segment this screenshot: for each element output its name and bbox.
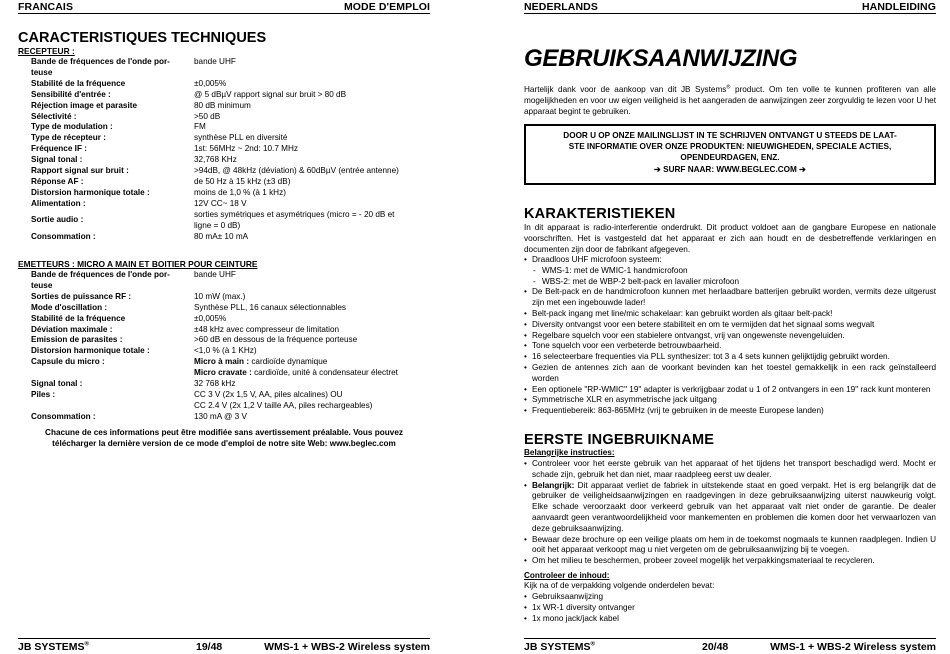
spec-row <box>18 101 430 112</box>
spec-value: bande UHF <box>194 57 236 66</box>
footer-model: WMS-1 + WBS-2 Wireless system <box>264 641 430 653</box>
spec-value: 130 mA @ 3 V <box>194 411 247 421</box>
list-item: • Regelbare squelch voor een stabielere ontvangst, vrij van ongewenste nevengeluiden. <box>524 331 936 342</box>
footer-model: WMS-1 + WBS-2 Wireless system <box>770 641 936 653</box>
spec-value-bold: Micro à main : <box>194 357 250 367</box>
mailing-list-box <box>524 124 936 185</box>
list-item: • Om het milieu te beschermen, probeer zoveel mogelijk het verpakkingsmateriaal te recycleren. <box>524 556 936 567</box>
website-link[interactable]: ➔ SURF NAAR: WWW.BEGLEC.COM ➔ <box>654 164 806 174</box>
spec-value: sorties symétriques et asymétriques (micro = - 20 dB et <box>194 209 395 219</box>
transmitter-spec-table <box>18 270 430 423</box>
footer-brand: JB SYSTEMS® <box>18 641 89 653</box>
list-item: • Gebruiksaanwijzing <box>524 592 936 603</box>
spec-value: <1,0 % (à 1 KHz) <box>194 346 257 356</box>
spec-label: teuse <box>31 280 53 290</box>
list-item: • 1x mono jack/jack kabel <box>524 614 936 625</box>
spec-label: Sélectivité : <box>31 111 77 121</box>
disclaimer-note <box>22 428 426 450</box>
spec-value: moins de 1,0 % (à 1 kHz) <box>194 187 286 197</box>
spec-value: de 50 Hz à 15 kHz (±3 dB) <box>194 176 291 186</box>
left-page <box>18 0 430 654</box>
spec-row <box>18 412 430 423</box>
spec-row <box>18 133 430 144</box>
list-item: • 16 selecteerbare frequenties via PLL synthesizer: tot 3 a 4 sets kunnen gelijktijdig gebruikt worden. <box>524 352 936 363</box>
spec-label: Sortie audio : <box>31 214 84 224</box>
spec-value: @ 5 dBµV rapport signal sur bruit > 80 dB <box>194 89 347 99</box>
spec-label: Piles : <box>31 389 56 399</box>
spec-row <box>18 112 430 123</box>
spec-value: cardioïde, unité à condensateur électret <box>251 368 398 378</box>
spec-value: 32,768 KHz <box>194 155 237 165</box>
spec-row <box>18 379 430 390</box>
spec-row <box>18 57 430 79</box>
spec-value: CC 2.4 V (2x 1,2 V taille AA, piles rechargeables) <box>194 400 373 410</box>
spec-row <box>18 166 430 177</box>
spec-value: 12V CC~ 18 V <box>194 198 247 208</box>
spec-label: Distorsion harmonique totale : <box>31 187 150 197</box>
spec-label: Emission de parasites : <box>31 335 123 345</box>
spec-label: Consommation : <box>31 231 96 241</box>
list-item: • Belt-pack ingang met line/mic schakelaar: kan gebruikt worden als gitaar belt-pack! <box>524 309 936 320</box>
intro-paragraph: Hartelijk dank voor de aankoop van dit JB Systems® product. Om ten volle te kunnen profiteren van alle mogelijkheden en voor uw eigen veiligheid is het aangeraden de aanwijzingen zeer zorgvuldig te lezen voor U het apparaat begint te gebruiken. <box>524 84 936 116</box>
list-item: - WMS-1: met de WMIC-1 handmicrofoon <box>524 266 936 277</box>
spec-label: Distorsion harmonique totale : <box>31 346 150 356</box>
spec-value: bande UHF <box>194 270 236 279</box>
tech-specs-title: CARACTERISTIQUES TECHNIQUES <box>18 30 267 46</box>
disclaimer-line: télécharger la dernière version de ce mode d'emploi de notre site Web: www.beglec.com <box>52 438 396 448</box>
spec-label: Réponse AF : <box>31 176 84 186</box>
characteristics-intro: In dit apparaat is radio-interferentie onderdrukt. Dit product voldoet aan de gangbare Europese en nationale voorschriften. Het is vastgesteld dat het apparaat er zich aan houdt en de desbetreffende verklaringen en documenten zijn door de fabrikant afgegeven. <box>524 223 936 254</box>
spec-value: Synthèse PLL, 16 canaux sélectionnables <box>194 302 347 312</box>
list-item: • Symmetrische XLR en asymmetrische jack uitgang <box>524 395 936 406</box>
spec-label: Sensibilité d'entrée : <box>31 89 111 99</box>
disclaimer-line: Chacune de ces informations peut être modifiée sans avertissement préalable. Vous pouvez <box>45 428 403 437</box>
spec-label: Sorties de puissance RF : <box>31 291 132 301</box>
spec-value: CC 3 V (2x 1,5 V, AA, piles alcalines) OU <box>194 389 343 399</box>
spec-value: ligne = 0 dB) <box>194 220 241 230</box>
instructions-list <box>524 459 936 567</box>
list-item: • Een optionele "RP-WMIC" 19" adapter is verkrijgbaar zodat u 1 of 2 ontvangers in een 19" rack kunt monteren <box>524 385 936 396</box>
footer-brand: JB SYSTEMS® <box>524 641 595 653</box>
contents-list <box>524 592 936 624</box>
spec-label: Bande de fréquences de l'onde por- <box>31 57 170 66</box>
spec-value: ±0,005% <box>194 78 227 88</box>
spec-row <box>18 335 430 346</box>
manual-title: GEBRUIKSAANWIJZING <box>524 45 798 72</box>
spec-row <box>18 155 430 166</box>
spec-label: Mode d'oscillation : <box>31 302 108 312</box>
box-line: DOOR U OP ONZE MAILINGLIJST IN TE SCHRIJVEN ONTVANGT U STEEDS DE LAAT- <box>563 131 897 140</box>
spec-row <box>18 199 430 210</box>
spec-row <box>18 346 430 357</box>
spec-row <box>18 292 430 303</box>
spec-row <box>18 314 430 325</box>
spec-label: Alimentation : <box>31 198 86 208</box>
spec-row <box>18 122 430 133</box>
spec-row <box>18 90 430 101</box>
spec-row <box>18 79 430 90</box>
list-item: • Frequentiebereik: 863-865MHz (vrij te gebruiken in de meeste Europese landen) <box>524 406 936 417</box>
spec-row <box>18 144 430 155</box>
contents-heading: Controleer de inhoud: <box>524 571 610 580</box>
spec-label: Déviation maximale : <box>31 324 113 334</box>
spec-row <box>18 303 430 314</box>
spec-value: >60 dB en dessous de la fréquence porteuse <box>194 335 358 345</box>
language-label: FRANCAIS <box>18 1 74 13</box>
spec-value: 80 dB minimum <box>194 100 251 110</box>
left-page-header <box>18 1 430 14</box>
list-item: • Draadloos UHF microfoon systeem: <box>524 255 936 266</box>
spec-row <box>18 325 430 336</box>
characteristics-list <box>524 255 936 417</box>
list-item: • Diversity ontvangst voor een betere stabiliteit en om te vermijden dat het signaal soms wegvalt <box>524 320 936 331</box>
spec-value: 32 768 kHz <box>194 379 236 389</box>
list-item: • Tone squelch voor een verbeterde betrouwbaarheid. <box>524 341 936 352</box>
spec-value-bold: Micro cravate : <box>194 368 252 378</box>
spec-row <box>18 390 430 412</box>
list-item: - WBS-2: met de WBP-2 belt-pack en lavalier microfoon <box>524 277 936 288</box>
spec-value: synthèse PLL en diversité <box>194 133 288 143</box>
spec-value: >50 dB <box>194 111 221 121</box>
contents-intro: Kijk na of de verpakking volgende onderdelen bevat: <box>524 581 715 590</box>
spec-label: Type de modulation : <box>31 122 113 132</box>
page-number: 20/48 <box>702 641 729 653</box>
transmitter-heading: EMETTEURS : MICRO A MAIN ET BOITIER POUR CEINTURE <box>18 259 258 269</box>
spec-value: cardioïde dynamique <box>249 357 328 367</box>
spec-row <box>18 270 430 292</box>
left-page-footer <box>18 638 430 652</box>
spec-value: ±48 kHz avec compresseur de limitation <box>194 324 340 334</box>
list-item: • Controleer voor het eerste gebruik van het apparaat of het tijdens het transport beschadigd werd. Mocht er schade zijn, gebruik het dan niet, maar raadpleeg eerst uw dealer. <box>524 459 936 481</box>
list-item: • 1x WR-1 diversity ontvanger <box>524 603 936 614</box>
receiver-spec-table <box>18 57 430 242</box>
spec-label: Stabilité de la fréquence <box>31 78 126 88</box>
language-label: NEDERLANDS <box>524 1 598 13</box>
instructions-heading: Belangrijke instructies: <box>524 448 615 457</box>
spec-row <box>18 210 430 232</box>
box-line: OPENDEURDAGEN, ENZ. <box>680 153 780 163</box>
spec-label: Type de récepteur : <box>31 133 106 143</box>
spec-label: Consommation : <box>31 411 96 421</box>
spec-label: Signal tonal : <box>31 155 83 165</box>
spec-label: Bande de fréquences de l'onde por- <box>31 270 170 279</box>
spec-value: 10 mW (max.) <box>194 291 246 301</box>
list-item: • Bewaar deze brochure op een veilige plaats om hem in de toekomst nogmaals te kunnen raadplegen. Indien U ooit het apparaat verkoopt mag u niet vergeten om de gebruiksaanwijzing bij te voegen. <box>524 535 936 557</box>
spec-row <box>18 177 430 188</box>
spec-label: Rapport signal sur bruit : <box>31 166 129 176</box>
spec-value: 80 mA± 10 mA <box>194 231 249 241</box>
spec-label: Stabilité de la fréquence <box>31 313 126 323</box>
spec-row <box>18 357 430 379</box>
receiver-heading: RECEPTEUR : <box>18 46 75 56</box>
right-page-footer <box>524 638 936 652</box>
box-line: STE INFORMATIE OVER ONZE PRODUKTEN: NIEUWIGHEDEN, SPECIALE ACTIES, <box>568 142 892 152</box>
list-item: • Belangrijk: Dit apparaat verliet de fabriek in uitstekende staat en goed verpakt. Het is erg belangrijk dat de gebruiker de veiligheidsaanwijzingen en raadgevingen in deze gebruiksaanwijzing uiterst nauwkeurig volgt. Elke schade veroorzaakt door verkeerd gebruik van het apparaat valt niet onder de garantie. De dealer aanvaardt geen verantwoordelijkheid voor mankementen en problemen die komen door het verwaarlozen van deze gebruiksaanwijzing. <box>524 481 936 535</box>
list-item: • Gezien de antennes zich aan de voorkant bevinden kan het toestel gemakkelijk in een rack geïnstalleerd worden <box>524 363 936 385</box>
spec-value: 1st: 56MHz ~ 2nd: 10.7 MHz <box>194 144 298 154</box>
spec-row <box>18 232 430 243</box>
list-item: • De Belt-pack en de handmicrofoon kunnen met herlaadbare batterijen gebruikt worden, vermits deze uitgerust zijn met een ingebouwde lader! <box>524 287 936 309</box>
spec-row <box>18 188 430 199</box>
right-page <box>524 0 936 654</box>
manual-type-label: MODE D'EMPLOI <box>343 1 430 13</box>
spec-label: teuse <box>31 67 53 77</box>
spec-label: Capsule du micro : <box>31 357 105 367</box>
page-number: 19/48 <box>196 641 223 653</box>
spec-value: ±0,005% <box>194 313 227 323</box>
spec-value: FM <box>194 122 206 132</box>
right-page-header <box>524 1 936 14</box>
spec-value: >94dB, @ 48kHz (déviation) & 60dBµV (entrée antenne) <box>194 166 399 176</box>
spec-label: Réjection image et parasite <box>31 100 138 110</box>
spec-label: Fréquence IF : <box>31 144 87 154</box>
characteristics-title: KARAKTERISTIEKEN <box>524 206 676 222</box>
first-use-title: EERSTE INGEBRUIKNAME <box>524 432 715 448</box>
spec-label: Signal tonal : <box>31 379 83 389</box>
manual-type-label: HANDLEIDING <box>861 1 936 13</box>
